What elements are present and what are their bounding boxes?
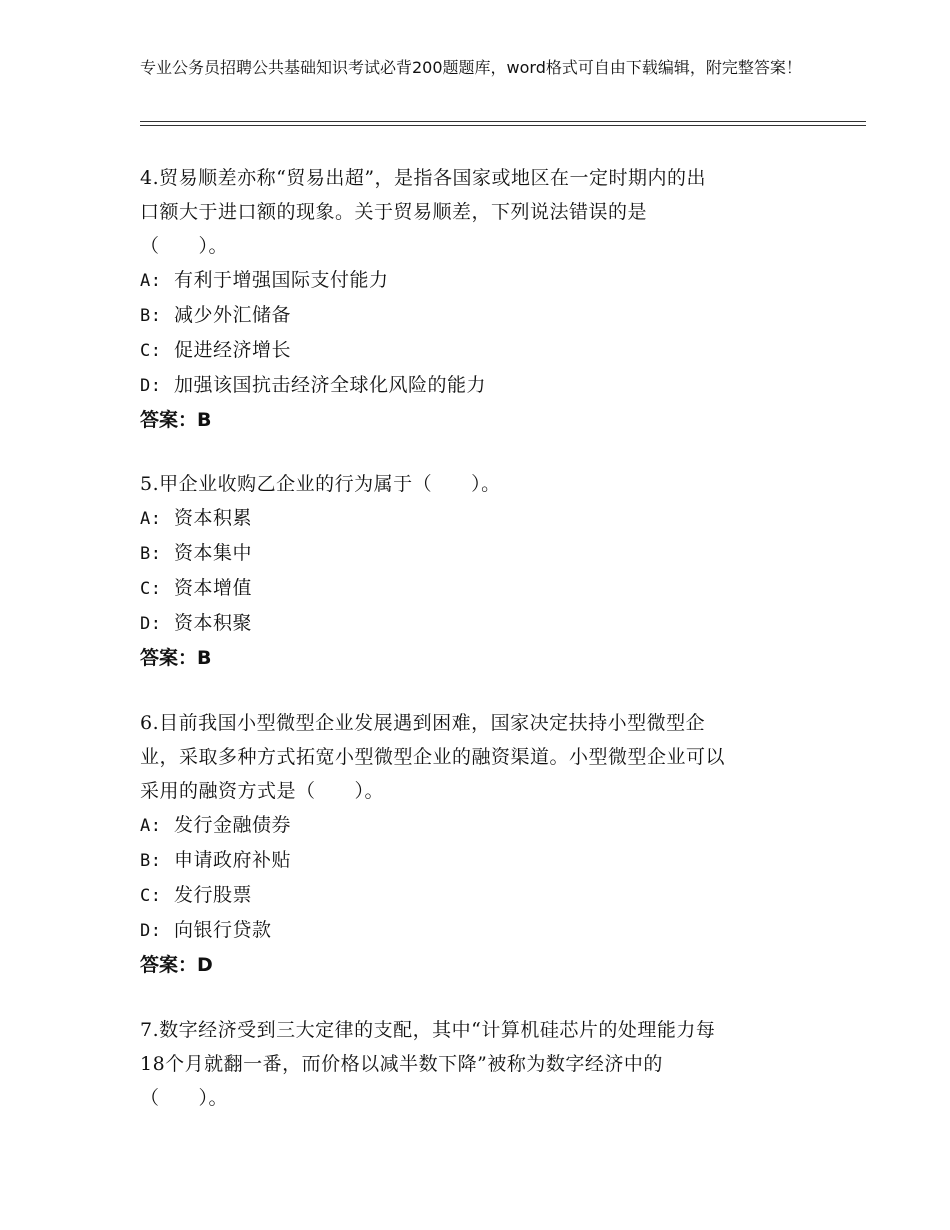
question-stem bbox=[140, 1013, 800, 1115]
option-letter: B: bbox=[140, 544, 162, 564]
option-letter: A: bbox=[140, 816, 162, 836]
stem-line: 口额大于进口额的现象。关于贸易顺差，下列说法错误的是 bbox=[140, 201, 648, 223]
stem-line: 18个月就翻一番，而价格以减半数下降”被称为数字经济中的 bbox=[140, 1053, 663, 1075]
option-text: 申请政府补贴 bbox=[174, 849, 292, 871]
option-text: 有利于增强国际支付能力 bbox=[174, 269, 389, 291]
option-text: 发行股票 bbox=[174, 884, 253, 906]
option-letter: D: bbox=[140, 376, 162, 396]
option-d bbox=[140, 606, 800, 641]
answer-line: 答案：B bbox=[140, 647, 212, 669]
question-5 bbox=[140, 467, 800, 675]
answer-line: 答案：D bbox=[140, 954, 213, 976]
stem-line: 6.目前我国小型微型企业发展遇到困难，国家决定扶持小型微型企 bbox=[140, 712, 706, 734]
option-c bbox=[140, 571, 800, 606]
question-stem bbox=[140, 161, 800, 263]
option-text: 促进经济增长 bbox=[174, 339, 292, 361]
option-list bbox=[140, 501, 800, 641]
option-list bbox=[140, 808, 800, 948]
option-c bbox=[140, 878, 800, 913]
option-d bbox=[140, 368, 800, 403]
stem-line: 4.贸易顺差亦称“贸易出超”，是指各国家或地区在一定时期内的出 bbox=[140, 167, 707, 189]
option-letter: C: bbox=[140, 886, 162, 906]
stem-line: 5.甲企业收购乙企业的行为属于（ ）。 bbox=[140, 473, 501, 495]
option-text: 发行金融债券 bbox=[174, 814, 292, 836]
header-divider-thin bbox=[140, 121, 866, 122]
option-letter: B: bbox=[140, 851, 162, 871]
option-text: 资本积累 bbox=[174, 507, 253, 529]
option-b bbox=[140, 298, 800, 333]
header-divider-thick bbox=[140, 125, 866, 126]
option-a bbox=[140, 808, 800, 843]
option-text: 资本积聚 bbox=[174, 612, 253, 634]
option-text: 资本集中 bbox=[174, 542, 253, 564]
option-letter: A: bbox=[140, 271, 162, 291]
stem-line: 业，采取多种方式拓宽小型微型企业的融资渠道。小型微型企业可以 bbox=[140, 746, 726, 768]
option-letter: A: bbox=[140, 509, 162, 529]
option-letter: B: bbox=[140, 306, 162, 326]
option-d bbox=[140, 913, 800, 948]
option-letter: D: bbox=[140, 921, 162, 941]
stem-line: 采用的融资方式是（ ）。 bbox=[140, 780, 385, 802]
stem-line: 7.数字经济受到三大定律的支配，其中“计算机硅芯片的处理能力每 bbox=[140, 1019, 716, 1041]
answer-line: 答案：B bbox=[140, 409, 212, 431]
option-text: 减少外汇储备 bbox=[174, 304, 292, 326]
stem-line: （ ）。 bbox=[140, 1087, 229, 1109]
question-4 bbox=[140, 161, 800, 437]
option-letter: C: bbox=[140, 341, 162, 361]
option-text: 向银行贷款 bbox=[174, 919, 272, 941]
question-stem bbox=[140, 706, 800, 808]
stem-line: （ ）。 bbox=[140, 235, 229, 257]
option-letter: D: bbox=[140, 614, 162, 634]
option-list bbox=[140, 263, 800, 403]
option-letter: C: bbox=[140, 579, 162, 599]
question-7 bbox=[140, 1013, 800, 1115]
option-text: 资本增值 bbox=[174, 577, 253, 599]
option-a bbox=[140, 263, 800, 298]
question-stem bbox=[140, 467, 800, 501]
document-header: 专业公务员招聘公共基础知识考试必背200题题库，word格式可自由下载编辑，附完整答案！ bbox=[140, 58, 802, 77]
option-b bbox=[140, 536, 800, 571]
option-b bbox=[140, 843, 800, 878]
option-text: 加强该国抗击经济全球化风险的能力 bbox=[174, 374, 487, 396]
question-6 bbox=[140, 706, 800, 982]
option-c bbox=[140, 333, 800, 368]
option-a bbox=[140, 501, 800, 536]
